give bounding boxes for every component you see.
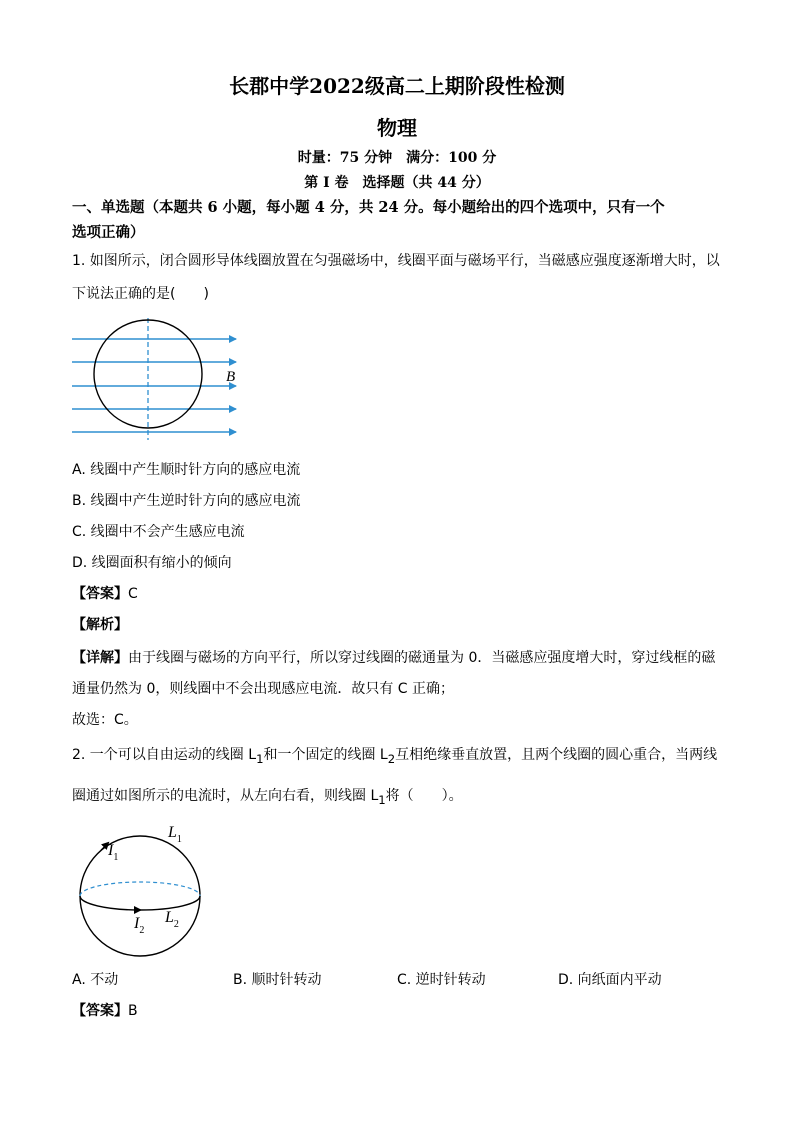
section-heading-line2: 选项正确）: [72, 224, 145, 241]
label-i1: $I_1$: [108, 842, 119, 863]
q1-answer-line: [72, 583, 138, 603]
coil-l2-back: [80, 882, 200, 896]
exam-meta: 时量：75 分钟 满分：100 分: [297, 150, 497, 166]
q1-figure-magnetic-field: [66, 314, 256, 444]
q2-figure-coils: [70, 818, 220, 958]
q2-stem-part-b: 和一个固定的线圈 L: [263, 747, 388, 763]
coil-l2-front: [80, 896, 200, 910]
section-heading-line1: 一、单选题（本题共 6 小题，每小题 4 分，共 24 分。每小题给出的四个选项中，只有一个: [72, 199, 665, 216]
q1-stem-line2: 下说法正确的是( ): [72, 286, 209, 302]
answer-value: B: [128, 1003, 138, 1019]
subscript-2: 2: [387, 751, 396, 766]
q1-option-c: C. 线圈中不会产生感应电流: [72, 524, 245, 540]
answer-tag: 【答案】: [72, 1003, 128, 1019]
q2-stem-part-e: 将（ ）。: [385, 788, 463, 804]
q2-option-d: D. 向纸面内平动: [558, 972, 662, 988]
part-title: 第 I 卷 选择题（共 44 分）: [304, 175, 490, 191]
q1-stem-line1: 1. 如图所示，闭合圆形导体线圈放置在匀强磁场中，线圈平面与磁场平行，当磁感应强度逐渐增大时，以: [72, 253, 720, 269]
q2-option-a: A. 不动: [72, 972, 119, 988]
q2-stem-line1: [72, 744, 717, 766]
subscript-1: 1: [256, 751, 264, 766]
q2-option-c: C. 逆时针转动: [397, 972, 486, 988]
answer-tag: 【答案】: [72, 586, 128, 602]
label-l1: $L_1$: [168, 824, 182, 845]
q1-detail-line1: [72, 647, 715, 667]
q1-conclusion: 故选：C。: [72, 712, 138, 728]
q1-analysis-tag: 【解析】: [72, 617, 128, 633]
answer-value: C: [128, 586, 138, 602]
q1-option-d: D. 线圈面积有缩小的倾向: [72, 555, 232, 571]
q2-stem-part-c: 互相绝缘垂直放置，且两个线圈的圆心重合，当两线: [395, 747, 718, 763]
q2-option-b: B. 顺时针转动: [233, 972, 322, 988]
detail-tag: 【详解】: [72, 650, 128, 666]
q2-stem-line2: [72, 785, 463, 807]
field-label-b: B: [226, 369, 236, 385]
field-lines: [72, 339, 236, 432]
detail-text: 由于线圈与磁场的方向平行，所以穿过线圈的磁通量为 0．当磁感应强度增大时，穿过线框的磁: [128, 650, 716, 666]
label-l2: $L_2$: [165, 909, 179, 930]
subject-title: 物理: [377, 116, 417, 140]
q1-option-a: A. 线圈中产生顺时针方向的感应电流: [72, 462, 301, 478]
exam-title: 长郡中学2022级高二上期阶段性检测: [229, 74, 565, 98]
label-i2: $I_2$: [134, 915, 145, 936]
q1-detail-line2: 通量仍然为 0，则线圈中不会出现感应电流．故只有 C 正确；: [72, 681, 455, 697]
q2-stem-part-d: 圈通过如图所示的电流时，从左向右看，则线圈 L: [72, 788, 379, 804]
q2-answer-line: [72, 1000, 138, 1020]
coil-l1-outline: [80, 836, 200, 956]
q2-stem-part-a: 2. 一个可以自由运动的线圈 L: [72, 747, 257, 763]
q1-option-b: B. 线圈中产生逆时针方向的感应电流: [72, 493, 301, 509]
subscript-1: 1: [378, 792, 386, 807]
